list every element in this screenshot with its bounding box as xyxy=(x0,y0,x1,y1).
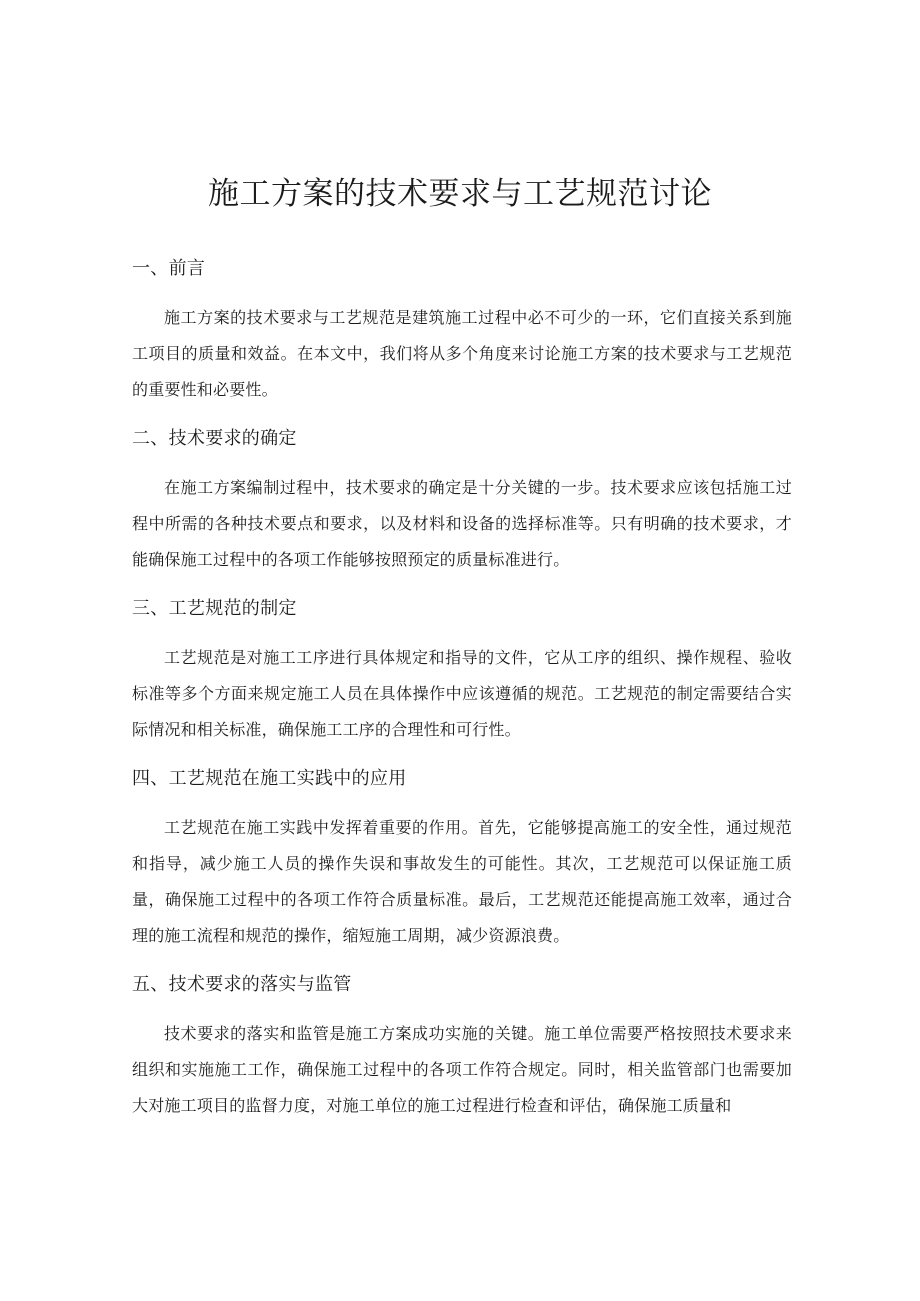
section-heading: 一、前言 xyxy=(132,258,206,279)
section-technical-requirements xyxy=(132,420,792,578)
section-heading: 五、技术要求的落实与监管 xyxy=(132,974,352,995)
section-paragraph: 技术要求的落实和监管是施工方案成功实施的关键。施工单位需要严格按照技术要求来组织和实施施工工作，确保施工过程中的各项工作符合规定。同时，相关监管部门也需要加大对施工项目的监督力度，对施工单位的施工过程进行检查和评估，确保施工质量和 xyxy=(132,1024,792,1115)
section-paragraph: 施工方案的技术要求与工艺规范是建筑施工过程中必不可少的一环，它们直接关系到施工项目的质量和效益。在本文中，我们将从多个角度来讨论施工方案的技术要求与工艺规范的重要性和必要性。 xyxy=(132,308,792,399)
section-process-specification xyxy=(132,590,792,748)
section-paragraph: 工艺规范是对施工工序进行具体规定和指导的文件，它从工序的组织、操作规程、验收标准等多个方面来规定施工人员在具体操作中应该遵循的规范。工艺规范的制定需要结合实际情况和相关标准，确保施工工序的合理性和可行性。 xyxy=(132,648,792,739)
document-title: 施工方案的技术要求与工艺规范讨论 xyxy=(208,176,712,212)
section-paragraph: 工艺规范在施工实践中发挥着重要的作用。首先，它能够提高施工的安全性，通过规范和指导，减少施工人员的操作失误和事故发生的可能性。其次，工艺规范可以保证施工质量，确保施工过程中的各项工作符合质量标准。最后，工艺规范还能提高施工效率，通过合理的施工流程和规范的操作，缩短施工周期，减少资源浪费。 xyxy=(132,818,792,945)
section-heading: 三、工艺规范的制定 xyxy=(132,598,297,619)
document-body xyxy=(132,250,792,1136)
section-heading: 四、工艺规范在施工实践中的应用 xyxy=(132,768,407,789)
section-paragraph: 在施工方案编制过程中，技术要求的确定是十分关键的一步。技术要求应该包括施工过程中所需的各种技术要点和要求，以及材料和设备的选择标准等。只有明确的技术要求，才能确保施工过程中的各项工作能够按照预定的质量标准进行。 xyxy=(132,478,792,569)
section-preface xyxy=(132,250,792,408)
section-heading: 二、技术要求的确定 xyxy=(132,428,297,449)
section-specification-application xyxy=(132,760,792,954)
section-implementation-supervision xyxy=(132,966,792,1124)
